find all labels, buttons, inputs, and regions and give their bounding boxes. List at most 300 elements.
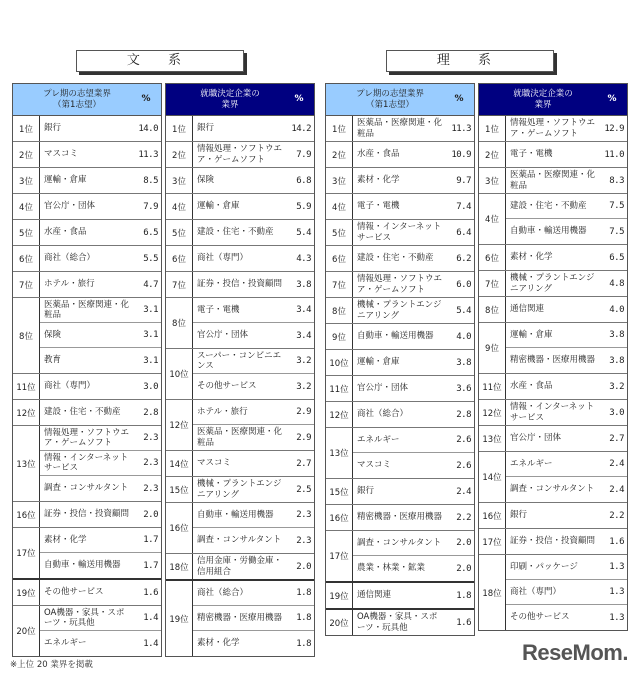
rank-group bbox=[326, 246, 474, 272]
rank-group bbox=[166, 246, 314, 272]
rank-label: 5位 bbox=[13, 220, 40, 245]
industry-name: ホテル・旅行 bbox=[197, 406, 248, 417]
table-header bbox=[166, 84, 314, 116]
industry-name: 銀行 bbox=[510, 510, 528, 521]
table-row bbox=[40, 374, 161, 399]
rank-group bbox=[13, 116, 161, 142]
rank-items bbox=[506, 452, 627, 502]
table-row bbox=[40, 451, 161, 476]
industry-name: 官公庁・団体 bbox=[510, 433, 562, 444]
industry-name: 機械・プラントエンジニアリング bbox=[197, 479, 282, 500]
table-row bbox=[193, 581, 314, 606]
industry-name: 通信関連 bbox=[510, 304, 545, 315]
rank-items bbox=[40, 168, 161, 193]
rank-label: 17位 bbox=[13, 528, 40, 578]
industry-name: 精密機器・医療用機器 bbox=[197, 612, 283, 623]
industry-name: 銀行 bbox=[197, 123, 215, 134]
table-bunkei-employment bbox=[165, 83, 315, 657]
rank-group bbox=[479, 323, 627, 374]
industry-name: 情報・インターネットサービス bbox=[357, 222, 442, 243]
rank-items bbox=[353, 402, 474, 427]
rank-group bbox=[479, 168, 627, 194]
industry-name: スーパー・コンビニエンス bbox=[197, 350, 282, 371]
rank-label: 3位 bbox=[479, 168, 506, 193]
rank-items bbox=[506, 503, 627, 528]
industry-name: 保険 bbox=[44, 329, 62, 340]
table-row bbox=[353, 194, 474, 219]
rank-group bbox=[479, 503, 627, 529]
industry-name: エネルギー bbox=[357, 434, 400, 445]
percentage-value: 1.6 bbox=[143, 587, 158, 598]
rank-label: 17位 bbox=[479, 529, 506, 554]
header-label: プレ期の志望業界 （第1志望） bbox=[356, 88, 424, 110]
industry-name: 運輸・倉庫 bbox=[510, 329, 553, 340]
percentage-value: 7.5 bbox=[609, 201, 624, 211]
rank-group bbox=[166, 349, 314, 400]
percentage-value: 7.9 bbox=[296, 149, 311, 160]
rank-label: 17位 bbox=[326, 531, 353, 581]
table-row bbox=[193, 451, 314, 476]
table-row bbox=[353, 583, 474, 608]
percentage-value: 2.5 bbox=[296, 484, 311, 495]
industry-name: 精密機器・医療用機器 bbox=[357, 512, 443, 523]
industry-name: 医薬品・医療関連・化粧品 bbox=[357, 118, 443, 139]
table-row bbox=[40, 194, 161, 219]
rank-label: 9位 bbox=[326, 324, 353, 349]
rank-items bbox=[506, 426, 627, 451]
industry-name: 建設・住宅・不動産 bbox=[510, 200, 587, 211]
percentage-value: 6.4 bbox=[456, 227, 471, 238]
table-row bbox=[193, 425, 314, 450]
percentage-value: 2.6 bbox=[456, 460, 471, 471]
percentage-value: 1.6 bbox=[609, 536, 624, 547]
table-row bbox=[506, 605, 627, 630]
percentage-value: 7.9 bbox=[143, 201, 158, 212]
table-row bbox=[353, 350, 474, 375]
percentage-value: 11.0 bbox=[604, 149, 624, 160]
rank-label: 18位 bbox=[166, 554, 193, 579]
percentage-value: 3.1 bbox=[143, 330, 158, 340]
rank-group bbox=[166, 477, 314, 503]
rank-items bbox=[193, 246, 314, 271]
rank-group bbox=[326, 194, 474, 220]
table-row bbox=[40, 168, 161, 193]
table-row bbox=[506, 426, 627, 451]
table-row bbox=[193, 168, 314, 193]
table-row bbox=[193, 298, 314, 323]
industry-name: 自動車・輸送用機器 bbox=[44, 560, 121, 571]
rank-group bbox=[479, 555, 627, 630]
percentage-value: 2.3 bbox=[143, 483, 158, 494]
table-row bbox=[40, 553, 161, 578]
industry-name: 医薬品・医療関連・化粧品 bbox=[510, 170, 596, 191]
percentage-value: 4.3 bbox=[296, 253, 311, 264]
section-title-bunkei: 文 系 bbox=[76, 50, 244, 72]
rank-group bbox=[479, 297, 627, 323]
percentage-value: 2.6 bbox=[456, 435, 471, 445]
industry-name: 運輸・倉庫 bbox=[44, 175, 87, 186]
table-row bbox=[193, 503, 314, 528]
percentage-value: 3.2 bbox=[609, 381, 624, 392]
rank-label: 1位 bbox=[479, 116, 506, 141]
table-row bbox=[353, 531, 474, 556]
rank-label: 5位 bbox=[166, 220, 193, 245]
rank-group bbox=[479, 271, 627, 297]
percentage-value: 3.8 bbox=[296, 279, 311, 290]
rank-items bbox=[40, 502, 161, 527]
rank-label: 8位 bbox=[479, 297, 506, 322]
percentage-value: 3.8 bbox=[609, 330, 624, 340]
table-row bbox=[40, 220, 161, 245]
industry-name: 教育 bbox=[44, 355, 62, 366]
table-row bbox=[506, 503, 627, 528]
rank-label: 2位 bbox=[13, 142, 40, 167]
rank-group bbox=[326, 298, 474, 324]
rank-group bbox=[326, 220, 474, 246]
industry-name: 電子・電機 bbox=[357, 201, 400, 212]
rank-items bbox=[193, 194, 314, 219]
rank-items bbox=[193, 400, 314, 450]
rank-group bbox=[13, 168, 161, 194]
table-row bbox=[506, 555, 627, 580]
table-row bbox=[353, 479, 474, 504]
rank-items bbox=[506, 168, 627, 193]
rank-label: 3位 bbox=[326, 168, 353, 193]
percentage-value: 6.5 bbox=[143, 227, 158, 238]
rank-group bbox=[13, 298, 161, 374]
header-percent: % bbox=[294, 94, 304, 104]
rank-group bbox=[13, 246, 161, 272]
rank-group bbox=[13, 426, 161, 502]
rank-items bbox=[353, 610, 474, 635]
table-row bbox=[506, 323, 627, 348]
rank-group bbox=[479, 426, 627, 452]
rank-label: 4位 bbox=[479, 194, 506, 244]
footnote: ※上位 20 業界を掲載 bbox=[10, 660, 93, 670]
table-row bbox=[506, 374, 627, 399]
rank-group bbox=[13, 142, 161, 168]
rank-label: 13位 bbox=[479, 426, 506, 451]
percentage-value: 11.3 bbox=[451, 123, 471, 134]
table-row bbox=[353, 142, 474, 167]
rank-group bbox=[479, 529, 627, 555]
rank-label: 7位 bbox=[479, 271, 506, 296]
industry-name: 商社（専門） bbox=[510, 586, 562, 597]
table-row bbox=[506, 116, 627, 141]
rank-label: 7位 bbox=[13, 272, 40, 297]
industry-name: 商社（専門） bbox=[197, 253, 249, 264]
resemom-logo: ReseMom. bbox=[521, 640, 628, 665]
percentage-value: 3.8 bbox=[609, 355, 624, 366]
industry-name: 素材・化学 bbox=[197, 638, 240, 649]
table-row bbox=[353, 298, 474, 323]
percentage-value: 2.7 bbox=[296, 458, 311, 469]
table-row bbox=[40, 528, 161, 553]
rank-items bbox=[40, 374, 161, 399]
rank-items bbox=[353, 479, 474, 504]
rank-group bbox=[166, 194, 314, 220]
rank-items bbox=[506, 116, 627, 141]
rank-group bbox=[326, 505, 474, 531]
header-label: 就職決定企業の 業界 bbox=[200, 88, 260, 110]
industry-name: 通信関連 bbox=[357, 590, 392, 601]
rank-label: 1位 bbox=[326, 116, 353, 141]
rank-label: 12位 bbox=[166, 400, 193, 450]
table-row bbox=[353, 376, 474, 401]
rank-label: 12位 bbox=[479, 400, 506, 425]
industry-name: 建設・住宅・不動産 bbox=[357, 253, 434, 264]
industry-name: 水産・食品 bbox=[357, 149, 400, 160]
table-row bbox=[40, 580, 161, 605]
table-row bbox=[353, 272, 474, 297]
rank-items bbox=[193, 503, 314, 553]
percentage-value: 1.3 bbox=[609, 587, 624, 597]
industry-name: エネルギー bbox=[510, 458, 553, 469]
percentage-value: 1.4 bbox=[143, 638, 158, 649]
percentage-value: 14.2 bbox=[291, 123, 311, 134]
table-row bbox=[353, 116, 474, 141]
percentage-value: 4.0 bbox=[456, 331, 471, 342]
rank-label: 11位 bbox=[326, 376, 353, 401]
rank-group bbox=[326, 350, 474, 376]
table-row bbox=[40, 298, 161, 323]
percentage-value: 1.3 bbox=[609, 612, 624, 623]
percentage-value: 2.3 bbox=[143, 433, 158, 443]
rank-group bbox=[166, 503, 314, 554]
rank-label: 2位 bbox=[166, 142, 193, 167]
percentage-value: 1.3 bbox=[609, 562, 624, 572]
industry-name: 官公庁・団体 bbox=[197, 330, 249, 341]
rank-group bbox=[13, 606, 161, 656]
rank-label: 12位 bbox=[326, 402, 353, 427]
table-rikei-employment bbox=[478, 83, 628, 631]
percentage-value: 3.2 bbox=[296, 356, 311, 366]
rank-label: 16位 bbox=[13, 502, 40, 527]
industry-name: 調査・コンサルタント bbox=[357, 537, 442, 548]
rank-items bbox=[40, 194, 161, 219]
rank-label: 6位 bbox=[326, 246, 353, 271]
rank-label: 16位 bbox=[479, 503, 506, 528]
rank-items bbox=[353, 168, 474, 193]
table-row bbox=[193, 631, 314, 656]
rank-items bbox=[193, 142, 314, 167]
table-row bbox=[40, 400, 161, 425]
table-row bbox=[193, 194, 314, 219]
table-row bbox=[40, 116, 161, 141]
table-row bbox=[193, 272, 314, 297]
rank-items bbox=[40, 528, 161, 578]
rank-label: 8位 bbox=[13, 298, 40, 373]
rank-group bbox=[479, 142, 627, 168]
rank-label: 2位 bbox=[479, 142, 506, 167]
rank-items bbox=[193, 477, 314, 502]
table-row bbox=[506, 348, 627, 373]
percentage-value: 2.0 bbox=[456, 563, 471, 574]
percentage-value: 2.2 bbox=[609, 510, 624, 521]
industry-name: 機械・プラントエンジニアリング bbox=[510, 273, 595, 294]
table-row bbox=[506, 452, 627, 477]
percentage-value: 4.8 bbox=[609, 278, 624, 289]
industry-name: 銀行 bbox=[44, 123, 62, 134]
percentage-value: 3.0 bbox=[143, 381, 158, 392]
percentage-value: 3.1 bbox=[143, 305, 158, 315]
percentage-value: 2.8 bbox=[456, 409, 471, 420]
rank-items bbox=[506, 142, 627, 167]
percentage-value: 3.4 bbox=[296, 305, 311, 315]
rank-label: 16位 bbox=[326, 505, 353, 530]
rank-items bbox=[353, 505, 474, 530]
rank-items bbox=[506, 297, 627, 322]
percentage-value: 8.5 bbox=[143, 175, 158, 186]
percentage-value: 2.2 bbox=[456, 512, 471, 523]
industry-name: 信用金庫・労働金庫・信用組合 bbox=[197, 556, 283, 577]
percentage-value: 10.9 bbox=[451, 149, 471, 160]
rank-items bbox=[353, 324, 474, 349]
header-percent: % bbox=[454, 94, 464, 104]
rank-label: 14位 bbox=[479, 452, 506, 502]
percentage-value: 8.3 bbox=[609, 175, 624, 186]
rank-items bbox=[193, 581, 314, 656]
industry-name: 素材・化学 bbox=[357, 175, 400, 186]
table-row bbox=[353, 168, 474, 193]
percentage-value: 1.4 bbox=[143, 613, 158, 623]
rank-group bbox=[166, 168, 314, 194]
rank-group bbox=[326, 583, 474, 610]
percentage-value: 2.7 bbox=[609, 433, 624, 444]
rank-group bbox=[479, 374, 627, 400]
industry-name: 官公庁・団体 bbox=[357, 383, 409, 394]
percentage-value: 1.8 bbox=[456, 590, 471, 601]
rank-group bbox=[479, 452, 627, 503]
industry-name: 情報・インターネットサービス bbox=[510, 402, 595, 423]
rank-items bbox=[506, 194, 627, 244]
rank-label: 20位 bbox=[13, 606, 40, 656]
rank-items bbox=[40, 400, 161, 425]
table-row bbox=[193, 374, 314, 399]
percentage-value: 3.1 bbox=[143, 355, 158, 366]
rank-label: 19位 bbox=[13, 580, 40, 605]
percentage-value: 7.4 bbox=[456, 201, 471, 212]
industry-name: 商社（総合） bbox=[197, 587, 249, 598]
rank-label: 15位 bbox=[326, 479, 353, 504]
rank-group bbox=[326, 376, 474, 402]
table-row bbox=[193, 246, 314, 271]
rank-group bbox=[326, 116, 474, 142]
rank-label: 20位 bbox=[326, 610, 353, 635]
rank-label: 2位 bbox=[326, 142, 353, 167]
rank-label: 1位 bbox=[166, 116, 193, 141]
percentage-value: 11.3 bbox=[138, 149, 158, 160]
percentage-value: 9.7 bbox=[456, 175, 471, 186]
rank-items bbox=[353, 116, 474, 141]
rank-label: 19位 bbox=[326, 583, 353, 608]
table-row bbox=[506, 529, 627, 554]
industry-name: 証券・投信・投資顧問 bbox=[197, 279, 283, 290]
industry-name: 調査・コンサルタント bbox=[197, 535, 282, 546]
percentage-value: 6.2 bbox=[456, 253, 471, 264]
percentage-value: 5.5 bbox=[143, 253, 158, 264]
rank-items bbox=[193, 116, 314, 141]
percentage-value: 6.0 bbox=[456, 279, 471, 290]
percentage-value: 2.9 bbox=[296, 432, 311, 443]
rank-items bbox=[40, 606, 161, 656]
industry-name: 商社（専門） bbox=[44, 381, 96, 392]
rank-items bbox=[40, 116, 161, 141]
industry-name: ホテル・旅行 bbox=[44, 279, 95, 290]
rank-label: 13位 bbox=[326, 428, 353, 478]
rank-label: 8位 bbox=[326, 298, 353, 323]
rank-items bbox=[40, 298, 161, 373]
rank-label: 18位 bbox=[479, 555, 506, 630]
rank-label: 4位 bbox=[326, 194, 353, 219]
rank-label: 6位 bbox=[166, 246, 193, 271]
rank-items bbox=[353, 350, 474, 375]
table-bunkei-pre-preference bbox=[12, 83, 162, 657]
rank-group bbox=[166, 142, 314, 168]
rank-group bbox=[326, 272, 474, 298]
industry-name: 銀行 bbox=[357, 486, 375, 497]
rank-label: 15位 bbox=[166, 477, 193, 502]
percentage-value: 4.7 bbox=[143, 279, 158, 290]
percentage-value: 2.0 bbox=[456, 538, 471, 548]
header-percent: % bbox=[607, 94, 617, 104]
industry-name: 素材・化学 bbox=[510, 252, 553, 263]
industry-name: その他サービス bbox=[510, 612, 570, 623]
industry-name: 電子・電機 bbox=[197, 304, 240, 315]
industry-name: エネルギー bbox=[44, 638, 87, 649]
rank-label: 10位 bbox=[326, 350, 353, 375]
rank-group bbox=[166, 272, 314, 298]
table-row bbox=[506, 142, 627, 167]
table-row bbox=[353, 324, 474, 349]
rank-group bbox=[326, 402, 474, 428]
rank-items bbox=[506, 323, 627, 373]
rank-group bbox=[13, 194, 161, 220]
rank-group bbox=[13, 502, 161, 528]
table-row bbox=[353, 246, 474, 271]
table-row bbox=[193, 477, 314, 502]
percentage-value: 2.3 bbox=[143, 458, 158, 468]
rank-items bbox=[193, 349, 314, 399]
rank-label: 10位 bbox=[166, 349, 193, 399]
industry-name: 印刷・パッケージ bbox=[510, 561, 578, 572]
percentage-value: 1.6 bbox=[456, 617, 471, 628]
percentage-value: 2.3 bbox=[296, 510, 311, 520]
table-row bbox=[353, 220, 474, 245]
table-row bbox=[193, 400, 314, 425]
percentage-value: 2.4 bbox=[456, 486, 471, 497]
rank-items bbox=[40, 580, 161, 605]
table-row bbox=[506, 580, 627, 605]
percentage-value: 3.0 bbox=[609, 407, 624, 418]
rank-items bbox=[353, 272, 474, 297]
industry-name: 自動車・輸送用機器 bbox=[197, 509, 274, 520]
section-title-rikei: 理 系 bbox=[386, 50, 554, 72]
rank-items bbox=[353, 194, 474, 219]
rank-label: 5位 bbox=[326, 220, 353, 245]
rank-label: 14位 bbox=[166, 451, 193, 476]
table-row bbox=[506, 271, 627, 296]
rank-label: 12位 bbox=[13, 400, 40, 425]
table-row bbox=[506, 245, 627, 270]
table-row bbox=[40, 272, 161, 297]
rank-group bbox=[13, 400, 161, 426]
rank-label: 11位 bbox=[13, 374, 40, 399]
industry-name: 精密機器・医療用機器 bbox=[510, 355, 596, 366]
percentage-value: 1.8 bbox=[296, 638, 311, 649]
industry-name: 調査・コンサルタント bbox=[510, 484, 595, 495]
rank-items bbox=[353, 298, 474, 323]
